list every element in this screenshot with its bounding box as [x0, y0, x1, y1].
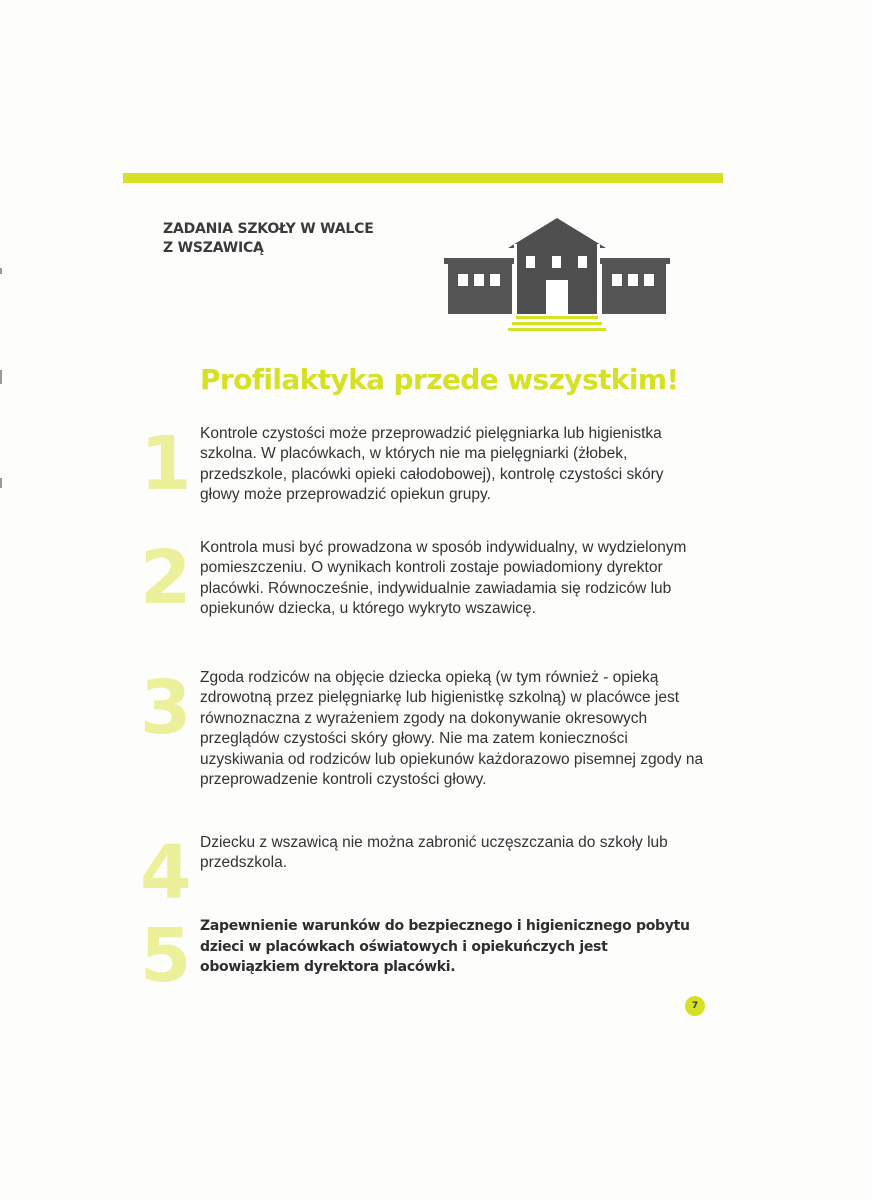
school-building-icon [444, 214, 670, 336]
scan-mark [0, 370, 2, 384]
scan-mark [0, 268, 2, 274]
item-text: Dziecku z wszawicą nie można zabronić uczęszczania do szkoły lub przedszkola. [200, 834, 668, 872]
accent-bar [123, 173, 723, 183]
item-text: Zgoda rodziców na objęcie dziecka opieką (w tym również - opieką zdrowotną przez pielęgniarkę lub higienistkę szkolną) w placówce jest równoznaczna z wyrażeniem zgody na dokonywanie okresowych przeglądów czystości skóry głowy. Nie ma zatem konieczności uzyskiwania od rodziców lub opiekunów każdorazowo pisemnej zgody na przeprowadzenie kontroli czystości głowy. [200, 669, 704, 789]
item-number: 3 [140, 665, 192, 751]
headline: Profilaktyka przede wszystkim! [200, 363, 679, 396]
scan-mark [0, 478, 2, 488]
section-title-line-1: ZADANIA SZKOŁY W WALCE [163, 221, 374, 237]
item-text: Kontrole czystości może przeprowadzić pielęgniarka lub higienistka szkolna. W placówkach, w których nie ma pielęgniarki (żłobek, przedszkole, placówki opieki całodobowej), kontrolę czystości skóry głowy może przeprowadzić opiekun grupy. [200, 425, 664, 504]
item-number: 4 [140, 830, 192, 916]
item-number: 2 [140, 535, 192, 621]
page-number: 7 [685, 996, 705, 1016]
item-text: Zapewnienie warunków do bezpiecznego i higienicznego pobytu dzieci w placówkach oświatowych i opiekuńczych jest obowiązkiem dyrektora placówki. [200, 918, 690, 975]
section-title [163, 220, 403, 258]
item-number: 1 [140, 421, 192, 507]
section-title-line-2: Z WSZAWICĄ [163, 240, 264, 256]
item-text: Kontrola musi być prowadzona w sposób indywidualny, w wydzielonym pomieszczeniu. O wynikach kontroli zostaje powiadomiony dyrektor placówki. Równocześnie, indywidualnie zawiadamia się rodziców lub opiekunów dziecka, u którego wykryto wszawicę. [200, 539, 687, 618]
item-number: 5 [140, 913, 192, 999]
